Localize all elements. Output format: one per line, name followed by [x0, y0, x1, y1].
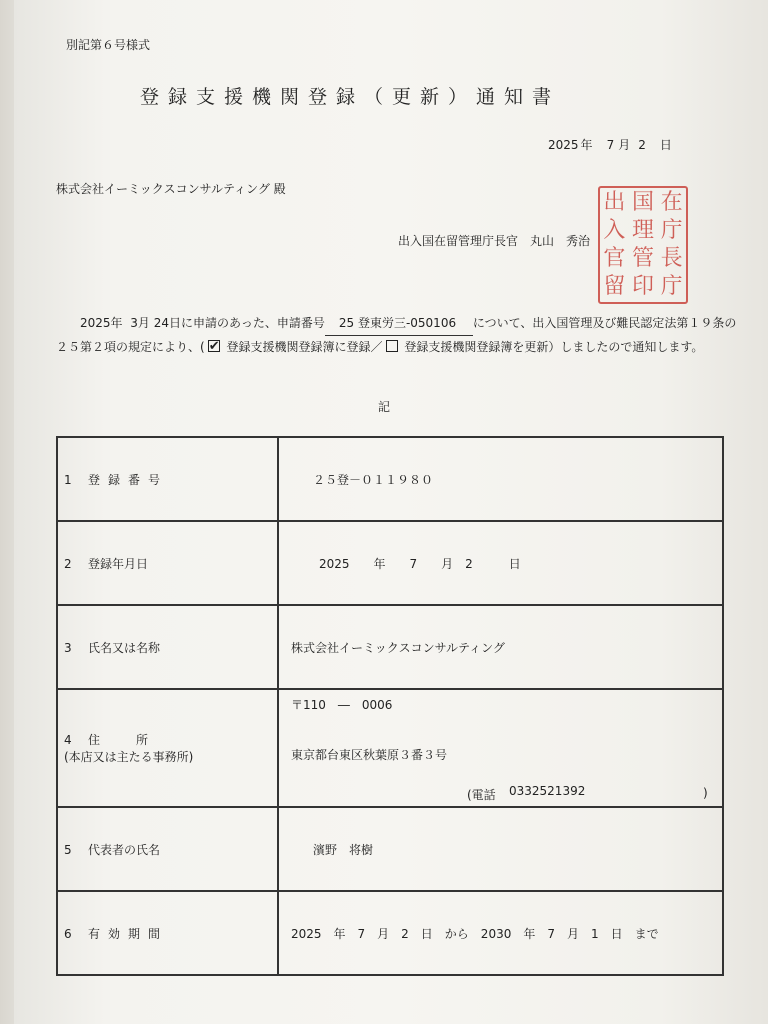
issue-date: 2025 年 7 月 2 日	[548, 138, 672, 152]
issuer-name: 出入国在留管理庁長官 丸山 秀治	[398, 234, 591, 248]
form-number: 別記第６号様式	[66, 38, 151, 52]
label-address-sub: (本店又は主たる事務所)	[64, 750, 194, 764]
postal-code: 〒110 ― 0006	[291, 698, 393, 712]
issue-year: 2025	[548, 138, 579, 152]
body-paragraph: 2025年 3月 24日に申請のあった、申請番号 25 登東労三-050106 について、出入国管理及び難民認定法第１９条の２５第２項の規定により、(✔ 登録支援機関登録簿に登録／ 登録支援機関登録簿を更新）しましたので通知します。	[56, 312, 746, 359]
label-registration-date: 登録年月日	[88, 556, 149, 571]
phone-close: )	[703, 786, 708, 800]
table-row: 5 代表者の氏名 濱野 将樹	[57, 807, 723, 891]
table-row: 2 登録年月日 2025 年 7 月 2 日	[57, 521, 723, 605]
address-cell	[279, 690, 722, 806]
official-seal: 出 国 在 入 理 庁 官 管 長 留 印 庁	[598, 186, 688, 304]
checkbox-renew[interactable]	[386, 340, 398, 352]
addressee: 株式会社イーミックスコンサルティング 殿	[56, 182, 286, 196]
issue-day: 2	[638, 138, 646, 152]
label-address: 住 所	[88, 733, 149, 747]
table-row: 1 登録番号 ２５登－０１１９８０	[57, 437, 723, 521]
phone-label: (電話	[467, 788, 496, 802]
document-title: 登録支援機関登録（更新）通知書	[140, 86, 561, 108]
registration-table	[56, 436, 724, 976]
value-validity: 2025 年 7 月 2 日 から 2030 年 7 月 1 日 まで	[278, 891, 723, 975]
label-registration-number: 登録番号	[88, 472, 169, 487]
phone-number: 0332521392	[509, 784, 586, 798]
value-registration-date: 2025 年 7 月 2 日	[278, 521, 723, 605]
label-representative: 代表者の氏名	[88, 842, 161, 857]
table-row: 3 氏名又は名称 株式会社イーミックスコンサルティング	[57, 605, 723, 689]
table-row: 4 住 所 (本店又は主たる事務所) 〒110 ― 0006 東京都台東区秋葉原３番３号 (電話 0332521392 )	[57, 689, 723, 807]
label-name: 氏名又は名称	[88, 640, 161, 655]
ki-heading: 記	[378, 400, 391, 414]
street-address: 東京都台東区秋葉原３番３号	[291, 748, 448, 762]
value-name: 株式会社イーミックスコンサルティング	[278, 605, 723, 689]
value-representative: 濱野 将樹	[278, 807, 723, 891]
table-row: 6 有効期間 2025 年 7 月 2 日 から 2030 年 7 月 1 日 まで	[57, 891, 723, 975]
value-registration-number: ２５登－０１１９８０	[278, 437, 723, 521]
label-validity: 有効期間	[88, 926, 169, 941]
checkbox-register[interactable]	[208, 340, 220, 352]
application-number: 25 登東労三-050106	[325, 312, 473, 336]
issue-month: 7	[606, 138, 615, 152]
